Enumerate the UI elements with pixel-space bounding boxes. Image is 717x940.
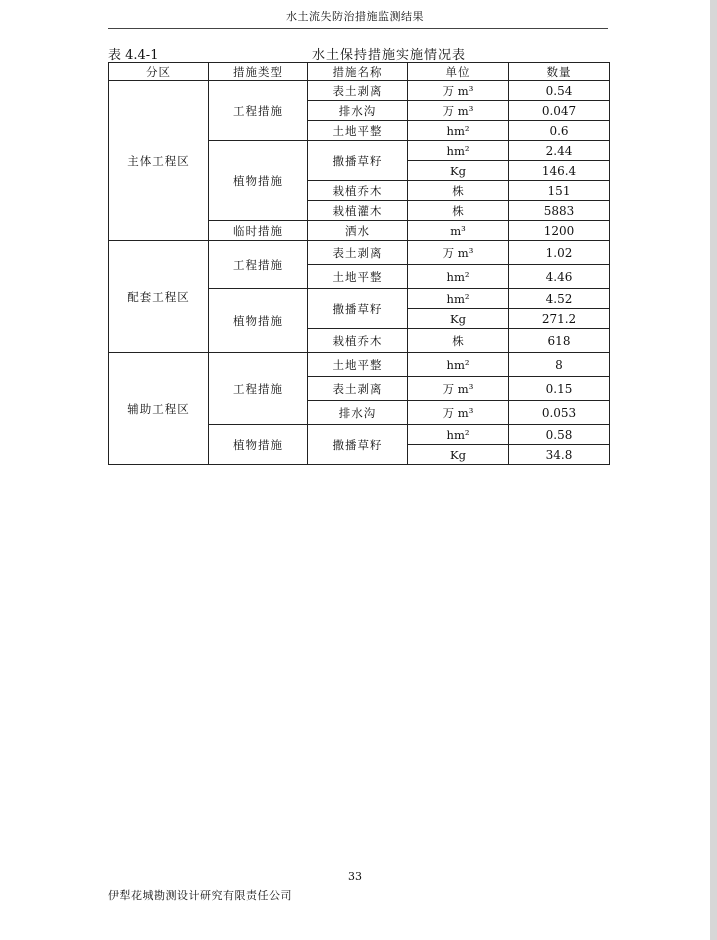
measure-name-cell: 撒播草籽 (308, 425, 408, 465)
unit-cell: hm² (408, 353, 509, 377)
measure-name-cell: 表土剥离 (308, 377, 408, 401)
measure-name-cell: 表土剥离 (308, 81, 408, 101)
measure-name-cell: 洒水 (308, 221, 408, 241)
table-row (109, 353, 610, 377)
measure-name-cell: 栽植乔木 (308, 181, 408, 201)
column-header-quantity: 数量 (509, 63, 610, 81)
column-header-zone: 分区 (109, 63, 209, 81)
unit-cell: Kg (408, 445, 509, 465)
measure-type-cell: 工程措施 (209, 353, 308, 425)
unit-cell: 万 m³ (408, 81, 509, 101)
measure-type-cell: 临时措施 (209, 221, 308, 241)
quantity-cell: 0.54 (509, 81, 610, 101)
quantity-cell: 34.8 (509, 445, 610, 465)
unit-cell: 万 m³ (408, 401, 509, 425)
measure-name-cell: 土地平整 (308, 121, 408, 141)
quantity-cell: 8 (509, 353, 610, 377)
unit-cell: 万 m³ (408, 377, 509, 401)
measure-type-cell: 工程措施 (209, 241, 308, 289)
unit-cell: 株 (408, 201, 509, 221)
running-header: 水土流失防治措施监测结果 (286, 10, 424, 23)
column-header-type: 措施类型 (209, 63, 308, 81)
unit-cell: hm² (408, 425, 509, 445)
quantity-cell: 271.2 (509, 309, 610, 329)
measure-type-cell: 植物措施 (209, 141, 308, 221)
unit-cell: m³ (408, 221, 509, 241)
zone-cell: 主体工程区 (109, 81, 209, 241)
quantity-cell: 0.15 (509, 377, 610, 401)
unit-cell: 株 (408, 181, 509, 201)
measure-type-cell: 植物措施 (209, 289, 308, 353)
unit-cell: 万 m³ (408, 241, 509, 265)
table-title: 水土保持措施实施情况表 (312, 48, 467, 63)
unit-cell: 万 m³ (408, 101, 509, 121)
column-header-unit: 单位 (408, 63, 509, 81)
quantity-cell: 5883 (509, 201, 610, 221)
quantity-cell: 1.02 (509, 241, 610, 265)
company-name: 伊犁花城勘测设计研究有限责任公司 (108, 889, 292, 902)
page-edge-shadow (710, 0, 717, 940)
quantity-cell: 2.44 (509, 141, 610, 161)
measure-name-cell: 栽植乔木 (308, 329, 408, 353)
zone-cell: 辅助工程区 (109, 353, 209, 465)
measure-name-cell: 撒播草籽 (308, 141, 408, 181)
quantity-cell: 0.6 (509, 121, 610, 141)
unit-cell: 株 (408, 329, 509, 353)
measure-name-cell: 排水沟 (308, 101, 408, 121)
table-row (109, 81, 610, 101)
table-number: 表 4.4-1 (108, 48, 159, 63)
measure-name-cell: 土地平整 (308, 265, 408, 289)
measure-name-cell: 撒播草籽 (308, 289, 408, 329)
page-number: 33 (348, 870, 362, 883)
quantity-cell: 151 (509, 181, 610, 201)
measure-name-cell: 表土剥离 (308, 241, 408, 265)
quantity-cell: 0.58 (509, 425, 610, 445)
quantity-cell: 1200 (509, 221, 610, 241)
measures-table (108, 62, 610, 465)
table-row (109, 241, 610, 265)
quantity-cell: 4.52 (509, 289, 610, 309)
zone-cell: 配套工程区 (109, 241, 209, 353)
unit-cell: Kg (408, 309, 509, 329)
unit-cell: hm² (408, 141, 509, 161)
quantity-cell: 146.4 (509, 161, 610, 181)
column-header-measure: 措施名称 (308, 63, 408, 81)
quantity-cell: 618 (509, 329, 610, 353)
unit-cell: hm² (408, 289, 509, 309)
measure-type-cell: 植物措施 (209, 425, 308, 465)
header-rule (108, 28, 608, 29)
quantity-cell: 4.46 (509, 265, 610, 289)
measure-name-cell: 栽植灌木 (308, 201, 408, 221)
quantity-cell: 0.047 (509, 101, 610, 121)
measure-type-cell: 工程措施 (209, 81, 308, 141)
quantity-cell: 0.053 (509, 401, 610, 425)
measure-name-cell: 土地平整 (308, 353, 408, 377)
table-header-row (109, 63, 610, 81)
measure-name-cell: 排水沟 (308, 401, 408, 425)
unit-cell: hm² (408, 121, 509, 141)
unit-cell: hm² (408, 265, 509, 289)
unit-cell: Kg (408, 161, 509, 181)
